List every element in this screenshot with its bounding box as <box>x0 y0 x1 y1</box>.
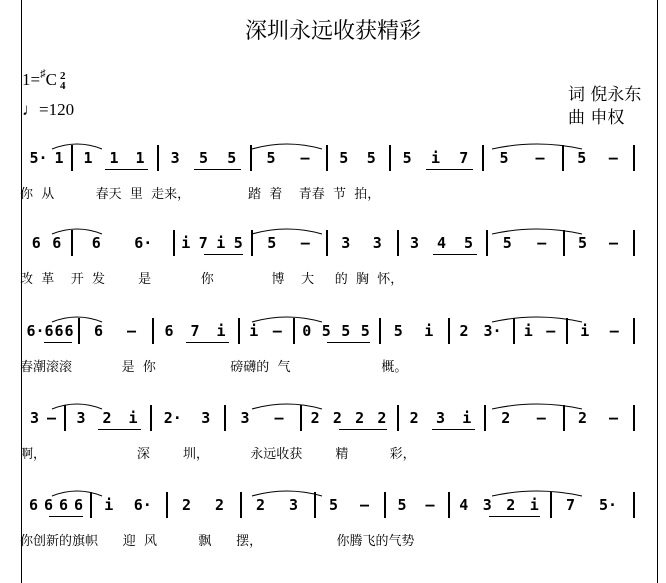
note: 5 <box>393 322 403 340</box>
note: 5 <box>321 322 331 340</box>
slur-arc <box>492 229 582 234</box>
time-top: 2 <box>59 70 66 83</box>
lyrics-line: 你创新的旗帜 迎 风 飘 摆， 你腾飞的气势 <box>20 534 415 549</box>
note: 2 <box>409 409 419 427</box>
note: i <box>430 149 440 167</box>
note: 3 <box>76 409 86 427</box>
note: – <box>300 234 310 252</box>
note: 5 <box>577 234 588 252</box>
note: – <box>535 149 545 167</box>
note: – <box>46 409 57 427</box>
note: i <box>580 322 590 340</box>
key-note: C <box>45 70 57 89</box>
slur-layer <box>22 145 662 165</box>
lyrics-line: 春潮滚滚 是 你 磅礴的 气 概。 <box>20 360 408 375</box>
note: – <box>272 322 282 340</box>
lyricist-credit: 词 倪永东 <box>568 85 642 105</box>
note: 6 <box>58 496 69 514</box>
note: 3 <box>288 496 299 514</box>
note: 2 <box>181 496 192 514</box>
note: 5 <box>339 149 349 167</box>
slur-arc <box>252 229 322 234</box>
note: 6 <box>93 322 104 340</box>
notes-line <box>22 230 662 256</box>
notes-line <box>22 318 662 344</box>
note: 6 <box>31 234 41 252</box>
note: 6 <box>164 322 174 340</box>
note: 2 <box>214 496 225 514</box>
slur-arc <box>52 491 102 496</box>
note: 4 <box>436 234 447 252</box>
lyrics-line: 啊， 深 圳， 永远收获 精 彩， <box>20 447 416 462</box>
beam-underline <box>98 429 141 430</box>
note: 7 <box>198 234 208 252</box>
note: i <box>104 496 114 514</box>
notes-line <box>22 145 662 171</box>
note: 5· <box>598 496 618 514</box>
slur-arc <box>492 317 582 322</box>
slur-arc <box>52 404 102 409</box>
slur-layer <box>22 405 662 425</box>
note: 5 <box>463 234 474 252</box>
note: 7 <box>565 496 575 514</box>
note: 3 <box>240 409 250 427</box>
note: 1 <box>54 149 64 167</box>
beam-underline <box>194 169 241 170</box>
note: 5 <box>577 149 587 167</box>
note: i <box>529 496 539 514</box>
note: – <box>425 496 435 514</box>
slur-layer <box>22 230 662 250</box>
note: 6· <box>133 496 152 514</box>
note: 3 <box>435 409 445 427</box>
note: 2 <box>377 409 387 427</box>
beam-underline <box>433 254 478 255</box>
note: 2 <box>355 409 365 427</box>
note: 1 <box>109 149 119 167</box>
note: 3 <box>170 149 180 167</box>
note: 3 <box>201 409 211 427</box>
note: 5 <box>198 149 208 167</box>
note: 4 <box>459 496 469 514</box>
note: 3 <box>341 234 351 252</box>
slur-arc <box>52 229 102 234</box>
note: 3 <box>372 234 382 252</box>
slur-arc <box>492 144 582 149</box>
song-title: 深圳永远收获精彩 <box>244 19 421 44</box>
lyrics-line: 改 革 开 发 是 你 博 大 的 胸 怀， <box>20 272 404 287</box>
slur-arc <box>252 404 322 409</box>
note: 6 <box>43 496 54 514</box>
note: 5 <box>233 234 243 252</box>
lyrics-line: 你 从 春天 里 走来， 踏 着 青春 节 拍， <box>20 187 381 202</box>
note: 2 <box>102 409 112 427</box>
beam-underline <box>105 169 148 170</box>
slur-arc <box>252 317 322 322</box>
note: 2 <box>459 322 469 340</box>
note: 5 <box>266 149 276 167</box>
note: 5· <box>29 149 48 167</box>
note: 3· <box>483 322 502 340</box>
note: – <box>300 149 310 167</box>
slur-layer <box>22 492 662 512</box>
note: 5 <box>328 496 339 514</box>
slur-arc <box>492 491 582 496</box>
note: 5 <box>360 322 370 340</box>
beam-underline <box>489 516 540 517</box>
note: 2 <box>501 409 511 427</box>
note: 6 <box>64 322 74 340</box>
note: i <box>181 234 191 252</box>
note: 5 <box>341 322 351 340</box>
note: i <box>523 322 533 340</box>
note: i <box>128 409 138 427</box>
note: – <box>536 409 546 427</box>
note: i <box>216 322 226 340</box>
beam-underline <box>339 429 388 430</box>
note: – <box>608 234 619 252</box>
note: – <box>126 322 137 340</box>
notes-line <box>22 405 662 431</box>
note: 2 <box>577 409 588 427</box>
tempo-marking: ♩=120 <box>22 100 75 119</box>
beam-underline <box>327 342 370 343</box>
time-signature <box>60 71 66 91</box>
note: 5 <box>499 149 509 167</box>
note: 6 <box>52 234 62 252</box>
note: 6·6 <box>26 322 54 340</box>
slur-arc <box>252 144 322 149</box>
note: 3 <box>29 409 40 427</box>
note: 6 <box>91 234 101 252</box>
note: 2· <box>163 409 182 427</box>
note: 1 <box>83 149 93 167</box>
notes-line <box>22 492 662 518</box>
composer-credit: 曲 申权 <box>568 108 625 128</box>
note: 0 <box>302 322 312 340</box>
key-prefix: 1= <box>22 70 41 89</box>
note: 6 <box>54 322 64 340</box>
note: – <box>546 322 556 340</box>
note: – <box>359 496 370 514</box>
slur-layer <box>22 318 662 338</box>
note: 7 <box>190 322 200 340</box>
note: i <box>249 322 259 340</box>
beam-underline <box>49 516 83 517</box>
note: 3 <box>409 234 420 252</box>
beam-underline <box>432 429 476 430</box>
note: 2 <box>332 409 342 427</box>
note: 2 <box>255 496 266 514</box>
key-signature <box>22 70 65 91</box>
beam-underline <box>426 169 473 170</box>
slur-arc <box>52 317 102 322</box>
note: 6· <box>134 234 153 252</box>
note: 2 <box>310 409 320 427</box>
sharp-sign: ♯ <box>40 68 46 80</box>
note: 5 <box>366 149 376 167</box>
note: 6 <box>28 496 39 514</box>
note: i <box>424 322 434 340</box>
note: 6 <box>73 496 84 514</box>
note: 5 <box>267 234 277 252</box>
note: 5 <box>502 234 512 252</box>
note: 2 <box>506 496 516 514</box>
note: 5 <box>402 149 412 167</box>
time-bottom: 4 <box>59 80 66 93</box>
note: – <box>537 234 547 252</box>
note: – <box>274 409 284 427</box>
slur-arc <box>252 491 322 496</box>
beam-underline <box>204 254 243 255</box>
note: i <box>462 409 472 427</box>
note: 3 <box>482 496 492 514</box>
note: – <box>608 149 618 167</box>
note: 1 <box>135 149 145 167</box>
note: i <box>216 234 226 252</box>
beam-underline <box>44 342 72 343</box>
beam-underline <box>186 342 229 343</box>
note: 5 <box>397 496 407 514</box>
slur-arc <box>52 144 102 149</box>
note: – <box>608 409 619 427</box>
slur-arc <box>492 404 582 409</box>
note: 5 <box>227 149 237 167</box>
note: – <box>609 322 619 340</box>
note: 7 <box>459 149 469 167</box>
